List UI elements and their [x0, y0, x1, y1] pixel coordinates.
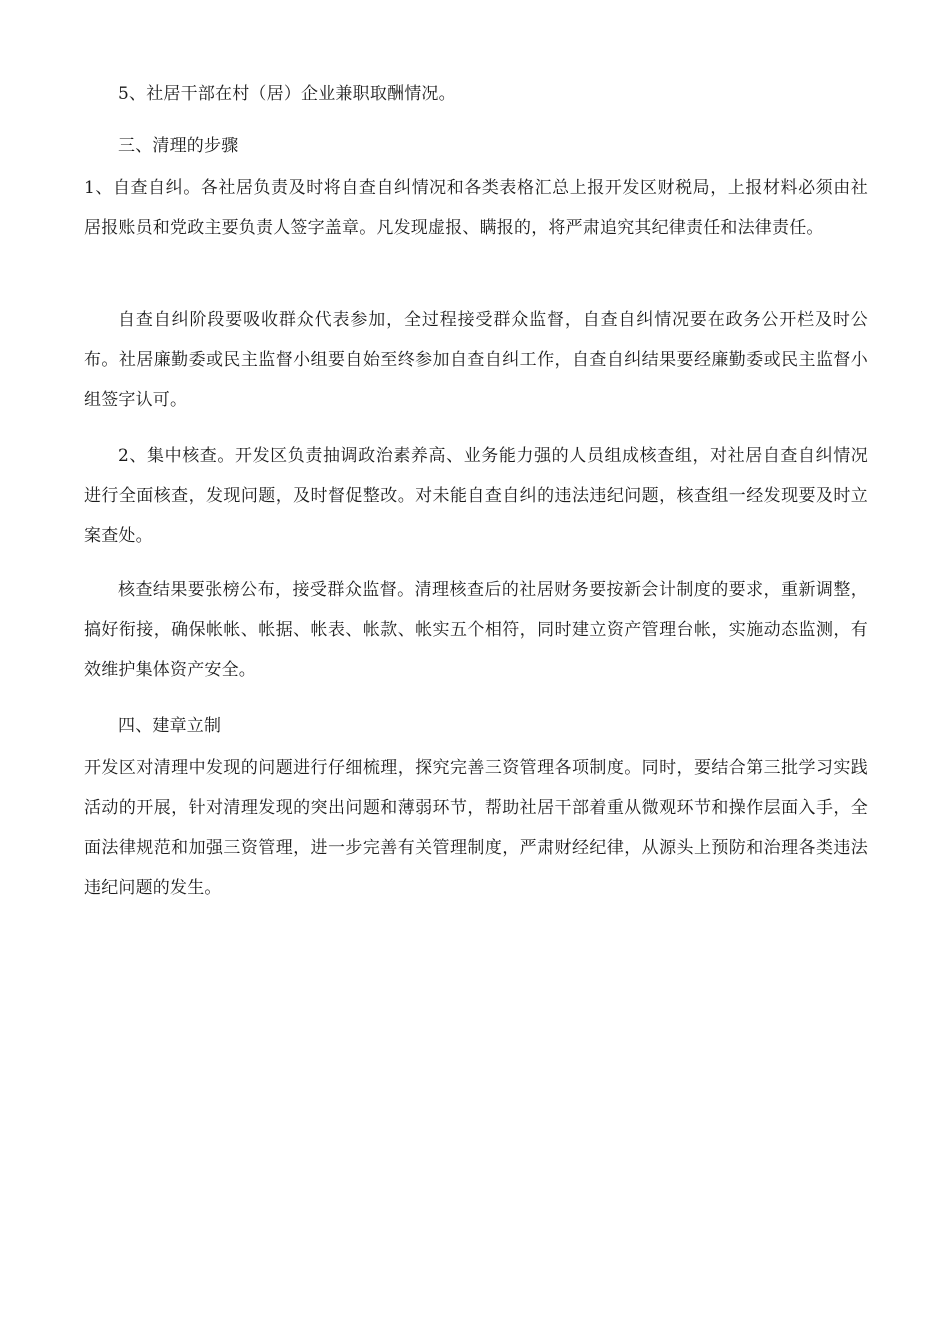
paragraph-item-5: 5、社居干部在村（居）企业兼职取酬情况。	[118, 84, 456, 104]
paragraph-centralized-verification: 2、集中核查。开发区负责抽调政治素养高、业务能力强的人员组成核查组，对社居自查自纠情况进行全面核查，发现问题，及时督促整改。对未能自查自纠的违法违纪问题，核查组一经发现要及时立案查处。	[84, 446, 868, 546]
paragraph-rules-body: 开发区对清理中发现的问题进行仔细梳理，探究完善三资管理各项制度。同时，要结合第三批学习实践活动的开展，针对清理发现的突出问题和薄弱环节，帮助社居干部着重从微观环节和操作层面入手，全面法律规范和加强三资管理，进一步完善有关管理制度，严肃财经纪律，从源头上预防和治理各类违法违纪问题的发生。	[84, 758, 868, 898]
paragraph-self-inspection-supervision: 自查自纠阶段要吸收群众代表参加，全过程接受群众监督，自查自纠情况要在政务公开栏及时公布。社居廉勤委或民主监督小组要自始至终参加自查自纠工作，自查自纠结果要经廉勤委或民主监督小组签字认可。	[84, 310, 868, 410]
paragraph-self-inspection: 1、自查自纠。各社居负责及时将自查自纠情况和各类表格汇总上报开发区财税局，上报材料必须由社居报账员和党政主要负责人签字盖章。凡发现虚报、瞒报的，将严肃追究其纪律责任和法律责任。	[84, 178, 868, 238]
section-heading-cleanup-steps: 三、清理的步骤	[118, 136, 239, 156]
paragraph-verification-results: 核查结果要张榜公布，接受群众监督。清理核查后的社居财务要按新会计制度的要求，重新调整，搞好衔接，确保帐帐、帐据、帐表、帐款、帐实五个相符，同时建立资产管理台帐，实施动态监测，有效维护集体资产安全。	[84, 580, 868, 680]
section-heading-rules: 四、建章立制	[118, 716, 222, 736]
